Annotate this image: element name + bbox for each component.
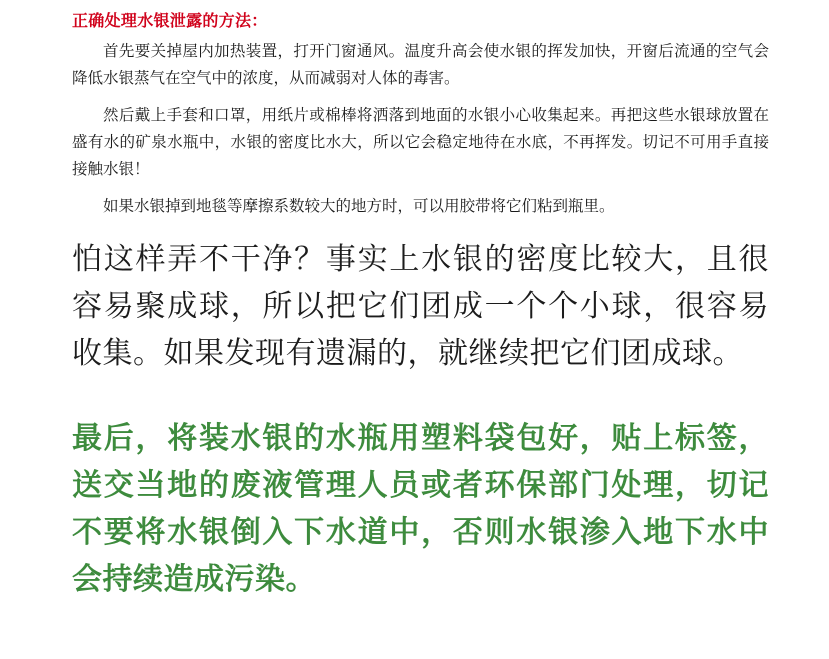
body-paragraph-3: 如果水银掉到地毯等摩擦系数较大的地方时，可以用胶带将它们粘到瓶里。 <box>103 197 615 215</box>
emphasis-green-text: 最后，将装水银的水瓶用塑料袋包好，贴上标签，送交当地的废液管理人员或者环保部门处理，切记不要将水银倒入下水道中，否则水银渗入地下水中会持续造成污染。 <box>72 421 769 597</box>
body-paragraph-1: 首先要关掉屋内加热装置，打开门窗通风。温度升高会使水银的挥发加快，开窗后流通的空气会降低水银蒸气在空气中的浓度，从而减弱对人体的毒害。 <box>72 42 769 87</box>
emphasis-black-text: 怕这样弄不干净？事实上水银的密度比较大，且很容易聚成球，所以把它们团成一个个小球，很容易收集。如果发现有遗漏的，就继续把它们团成球。 <box>72 242 769 371</box>
page-title: 正确处理水银泄露的方法： <box>72 11 268 30</box>
body-paragraph-2: 然后戴上手套和口罩，用纸片或棉棒将洒落到地面的水银小心收集起来。再把这些水银球放置在盛有水的矿泉水瓶中，水银的密度比水大，所以它会稳定地待在水底，不再挥发。切记不可用手直接接触水银！ <box>72 106 769 178</box>
